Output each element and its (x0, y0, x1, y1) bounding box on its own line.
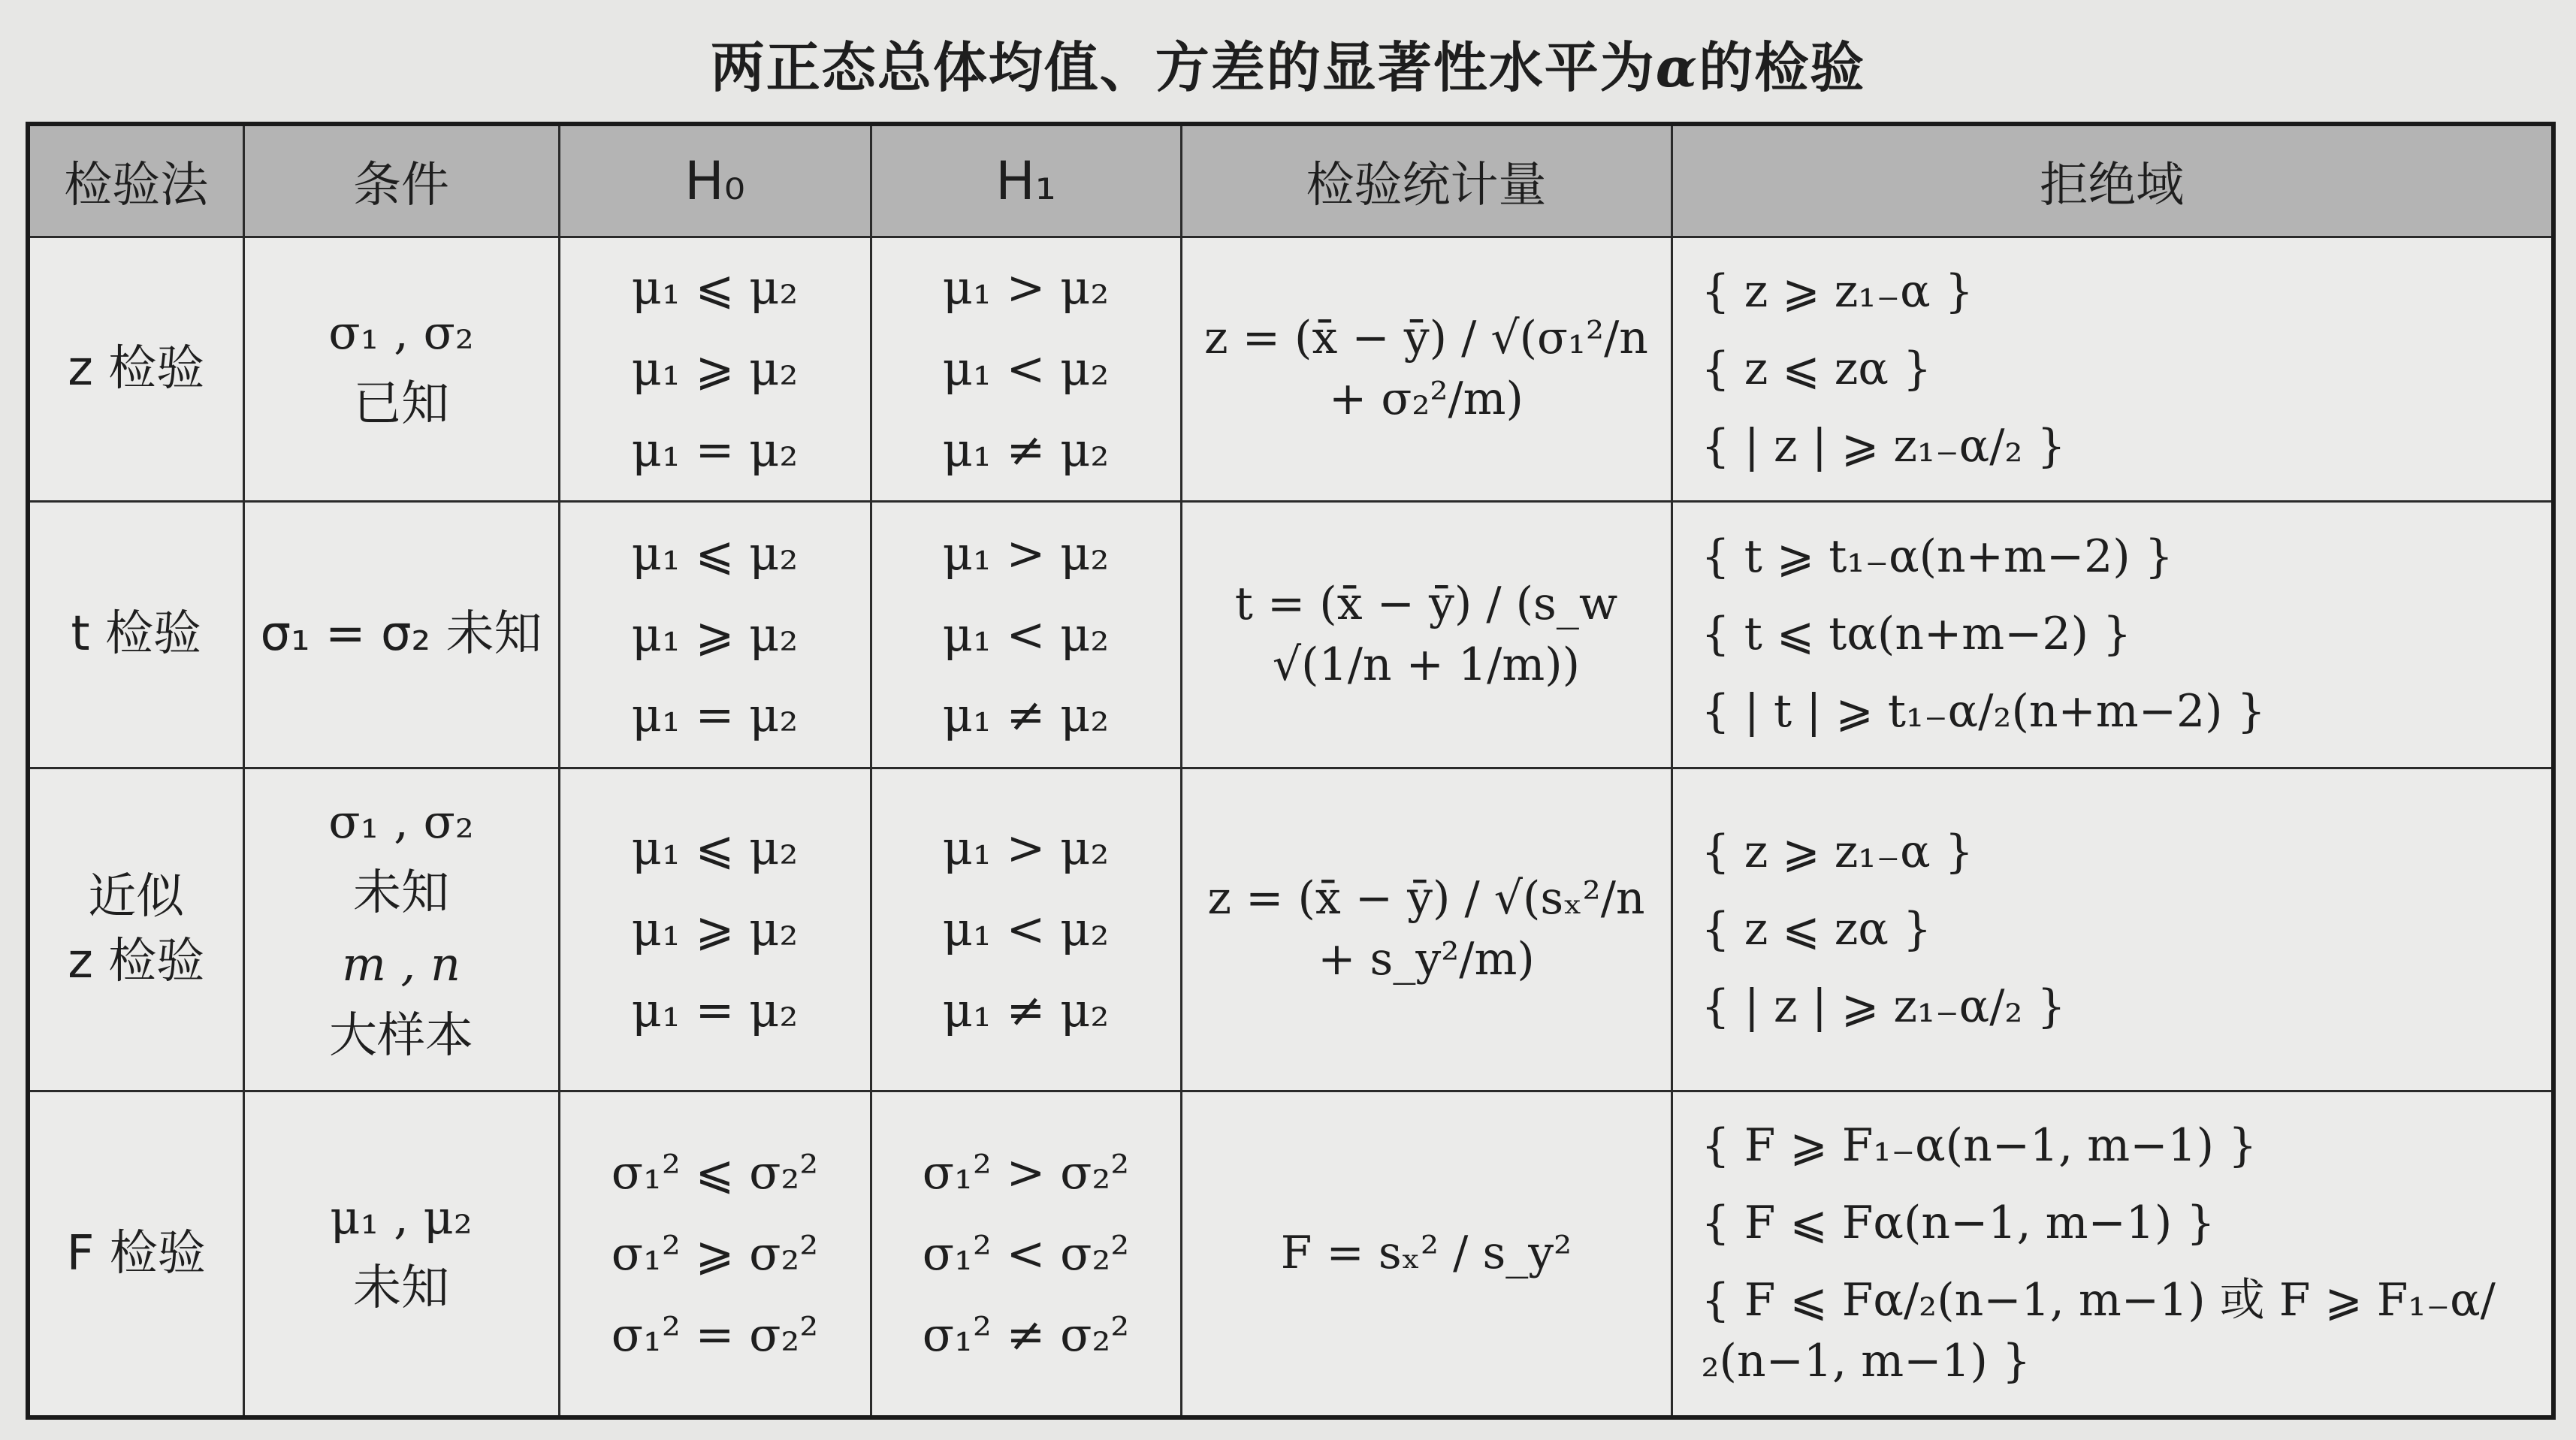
condition-line: 未知 (353, 865, 449, 921)
h1-line: σ₁² < σ₂² (922, 1225, 1130, 1281)
h1-line: μ₁ ≠ μ₂ (942, 687, 1110, 743)
h1-line: μ₁ ≠ μ₂ (942, 421, 1110, 477)
statistic-formula: z = (x̄ − ȳ) / √(sₓ²/n + s_y²/m) (1181, 768, 1672, 1091)
rejection-line: { F ⩽ Fα(n−1, m−1) } (1701, 1196, 2215, 1249)
h0-line: μ₁ ⩽ μ₂ (631, 525, 799, 581)
rejection-cell (1672, 1091, 2553, 1417)
h0-line: σ₁² ⩽ σ₂² (611, 1145, 819, 1200)
statistic-formula: z = (x̄ − ȳ) / √(σ₁²/n + σ₂²/m) (1181, 237, 1672, 501)
rejection-line: { z ⩾ z₁₋α } (1701, 264, 1974, 318)
condition-line: 未知 (353, 1260, 449, 1317)
h0-line: σ₁² ⩾ σ₂² (611, 1225, 819, 1281)
h0-line: μ₁ ⩽ μ₂ (631, 260, 799, 315)
h1-line: μ₁ ≠ μ₂ (942, 982, 1110, 1037)
rejection-line: { z ⩾ z₁₋α } (1701, 825, 1974, 878)
header-h0: H₀ (559, 124, 871, 237)
rejection-line: { t ⩾ t₁₋α(n+m−2) } (1701, 530, 2173, 583)
rejection-line: { | z | ⩾ z₁₋α/₂ } (1701, 980, 2066, 1033)
h1-line: μ₁ < μ₂ (942, 606, 1110, 662)
h1-line: μ₁ < μ₂ (942, 341, 1110, 397)
rejection-line: { F ⩽ Fα/₂(n−1, m−1) 或 F ⩾ F₁₋α/₂(n−1, m−1) } (1701, 1273, 2496, 1387)
table-row (28, 237, 2553, 501)
table-row (28, 501, 2553, 768)
header-h1: H₁ (871, 124, 1181, 237)
h1-line: μ₁ > μ₂ (942, 820, 1110, 876)
condition-line: μ₁ , μ₂ (330, 1189, 473, 1245)
condition-line: 大样本 (329, 1007, 473, 1064)
h0-line: μ₁ ⩽ μ₂ (631, 820, 799, 876)
condition-cell (243, 237, 559, 501)
h0-cell (559, 768, 871, 1091)
test-name: t 检验 (28, 501, 243, 768)
h1-cell (871, 237, 1181, 501)
header-statistic: 检验统计量 (1181, 124, 1672, 237)
h0-cell (559, 1091, 871, 1417)
rejection-cell (1672, 501, 2553, 768)
test-name: z 检验 (28, 237, 243, 501)
h0-line: σ₁² = σ₂² (611, 1306, 819, 1362)
h0-line: μ₁ ⩾ μ₂ (631, 901, 799, 957)
rejection-line: { | z | ⩾ z₁₋α/₂ } (1701, 419, 2066, 472)
condition-line: 已知 (353, 376, 449, 432)
h0-line: μ₁ ⩾ μ₂ (631, 606, 799, 662)
h1-cell (871, 1091, 1181, 1417)
h1-line: μ₁ < μ₂ (942, 901, 1110, 957)
statistic-formula: t = (x̄ − ȳ) / (s_w √(1/n + 1/m)) (1181, 501, 1672, 768)
statistic-formula: F = sₓ² / s_y² (1181, 1091, 1672, 1417)
rejection-cell (1672, 237, 2553, 501)
rejection-line: { z ⩽ zα } (1701, 902, 1932, 955)
test-name: 近似 z 检验 (28, 768, 243, 1091)
condition-line: m , n (342, 937, 461, 992)
rejection-cell (1672, 768, 2553, 1091)
header-row (28, 124, 2553, 237)
condition-line: σ₁ = σ₂ 未知 (260, 606, 542, 663)
h0-line: μ₁ ⩾ μ₂ (631, 341, 799, 397)
h1-cell (871, 501, 1181, 768)
header-rejection: 拒绝域 (1672, 124, 2553, 237)
h1-cell (871, 768, 1181, 1091)
table-row (28, 1091, 2553, 1417)
h0-cell (559, 237, 871, 501)
h0-line: μ₁ = μ₂ (631, 982, 799, 1037)
h1-line: σ₁² ≠ σ₂² (922, 1306, 1130, 1362)
h0-line: μ₁ = μ₂ (631, 421, 799, 477)
h1-line: σ₁² > σ₂² (922, 1145, 1130, 1200)
title-symbol: α (1655, 35, 1699, 99)
rejection-line: { | t | ⩾ t₁₋α/₂(n+m−2) } (1701, 685, 2266, 738)
table-row (28, 768, 2553, 1091)
rejection-line: { t ⩽ tα(n+m−2) } (1701, 608, 2132, 660)
rejection-line: { z ⩽ zα } (1701, 342, 1932, 395)
condition-line: σ₁ , σ₂ (328, 793, 474, 849)
condition-cell (243, 501, 559, 768)
hypothesis-test-table (26, 122, 2556, 1420)
h1-line: μ₁ > μ₂ (942, 525, 1110, 581)
page-title: 两正态总体均值、方差的显著性水平为α的检验 (710, 35, 1866, 99)
h0-cell (559, 501, 871, 768)
header-test: 检验法 (28, 124, 243, 237)
h0-line: μ₁ = μ₂ (631, 687, 799, 743)
test-name: F 检验 (28, 1091, 243, 1417)
header-condition: 条件 (243, 124, 559, 237)
rejection-line: { F ⩾ F₁₋α(n−1, m−1) } (1701, 1118, 2257, 1172)
condition-cell (243, 1091, 559, 1417)
condition-line: σ₁ , σ₂ (328, 304, 474, 360)
h1-line: μ₁ > μ₂ (942, 260, 1110, 315)
condition-cell (243, 768, 559, 1091)
